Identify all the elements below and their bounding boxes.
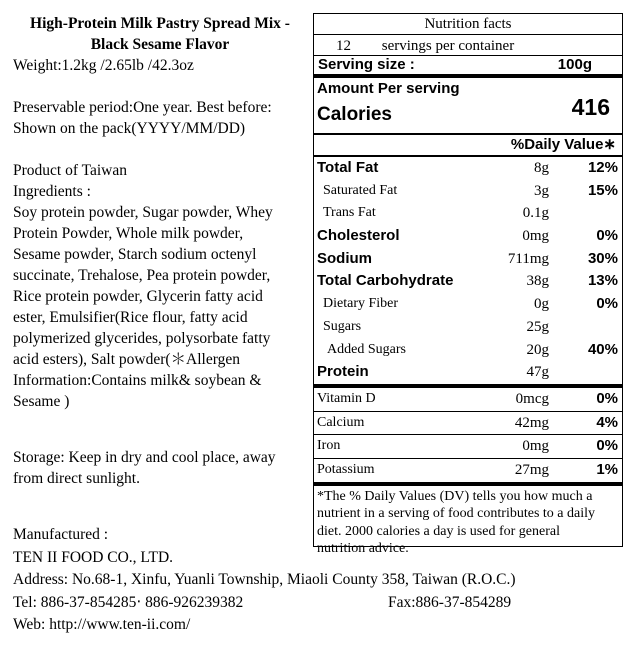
product-title: High-Protein Milk Pastry Spread Mix - Black Sesame Flavor (30, 15, 290, 53)
manufacturer-name: TEN II FOOD CO., LTD. (13, 548, 174, 566)
nutrient-row-dietary-fiber (314, 293, 622, 316)
product-info (13, 13, 313, 489)
nutrient-dv: 4% (596, 413, 618, 431)
nutrient-dv: 12% (587, 159, 618, 176)
nutrient-dv: 0% (596, 227, 618, 245)
nutrient-row-added-sugars (314, 339, 622, 362)
manufacturer-tel: Tel: 886-37-854285‧ 886-926239382 (13, 593, 244, 611)
servings-count: 12 (336, 38, 351, 54)
contact-row (13, 592, 633, 615)
servings-text: servings per container (381, 38, 515, 54)
calories-block (314, 78, 622, 135)
ingredients-label: Ingredients : (13, 183, 91, 200)
nutrient-amount: 0.1g (522, 205, 549, 222)
nutrient-row-cholesterol (314, 225, 622, 248)
nutrient-dv: 30% (587, 249, 618, 267)
nutrient-dv: 40% (587, 340, 618, 358)
manufacturer-address: Address: No.68-1, Xinfu, Yuanli Township, Miaoli County 358, Taiwan (R.O.C.) (13, 571, 516, 588)
nutrient-name: Iron (317, 438, 341, 454)
nutrient-row-total-fat (314, 157, 622, 180)
manufacturer-fax: Fax:886-37-854289 (388, 593, 512, 611)
nutrient-dv: 1% (596, 460, 618, 478)
nutrient-amount: 25g (526, 318, 549, 335)
nutrient-row-vitamin-d (314, 388, 622, 412)
nutrient-row-iron (314, 435, 622, 459)
nutrient-amount: 0mg (522, 228, 549, 245)
nutrient-dv: 0% (596, 389, 618, 407)
nutrition-header: Nutrition facts (314, 14, 622, 35)
nutrient-name: Added Sugars (327, 341, 406, 357)
serving-size (314, 55, 622, 78)
nutrient-amount: 38g (526, 273, 549, 290)
storage: Storage: Keep in dry and cool place, away from direct sunlight. (13, 449, 276, 487)
nutrient-dv: 0% (596, 437, 618, 455)
nutrient-row-total-carbohydrate (314, 270, 622, 293)
preservable-period: Preservable period:One year. Best before: Shown on the pack(YYYY/MM/DD) (13, 99, 272, 137)
amount-per-serving: Amount Per serving (317, 80, 460, 97)
ingredients-text: Soy protein powder, Sugar powder, Whey Protein Powder, Whole milk powder, Sesame powder, Starch sodium octenyl succinate, Trehalose, Pea protein powder, Rice protein powder, Glycerin fatty acid ester, Emulsifier(Rice flour, fatty acid polymerized glycerides, polysorbate fatty acid esters), Salt powder(＊Allergen Information:Contains milk& soybean & Sesame ) (13, 204, 273, 410)
nutrient-name: Sodium (317, 249, 372, 267)
serving-size-value: 100g (557, 56, 592, 73)
weight: Weight:1.2kg /2.65lb /42.3oz (13, 57, 194, 74)
nutrient-row-sodium (314, 248, 622, 271)
nutrient-row-protein (314, 361, 622, 388)
nutrient-name: Saturated Fat (323, 182, 398, 198)
nutrient-amount: 42mg (514, 414, 549, 431)
nutrient-row-trans-fat (314, 202, 622, 225)
nutrient-name: Sugars (323, 318, 362, 334)
servings-per-container (314, 35, 622, 55)
nutrient-amount: 0mg (522, 438, 549, 455)
nutrient-amount: 47g (526, 364, 549, 381)
nutrient-row-sugars (314, 316, 622, 339)
nutrient-name: Trans Fat (323, 205, 376, 221)
nutrient-name: Dietary Fiber (323, 296, 399, 312)
calories-value: 416 (571, 94, 610, 120)
origin: Product of Taiwan (13, 162, 127, 179)
nutrient-name: Total Fat (317, 159, 379, 176)
nutrient-name: Total Carbohydrate (317, 272, 454, 290)
nutrient-name: Calcium (317, 414, 365, 430)
nutrient-dv: 13% (587, 272, 618, 290)
manufacturer-web: Web: http://www.ten-ii.com/ (13, 616, 191, 633)
nutrient-amount: 711mg (507, 250, 549, 267)
daily-value-footnote: *The % Daily Values (DV) tells you how much a nutrient in a serving of food contributes to a daily diet. 2000 calories a day is used for general nutrition advice. (317, 488, 595, 557)
nutrient-dv: 0% (596, 295, 618, 313)
nutrient-name: Vitamin D (317, 390, 376, 406)
nutrient-amount: 3g (534, 182, 549, 199)
nutrition-facts-label (313, 13, 623, 557)
nutrient-amount: 0mcg (515, 390, 549, 407)
serving-size-label: Serving size : (318, 56, 415, 73)
nutrient-name: Cholesterol (317, 227, 400, 245)
nutrient-amount: 0g (534, 296, 549, 313)
daily-value-header: %Daily Value∗ (314, 135, 622, 157)
nutrient-amount: 27mg (514, 461, 549, 478)
nutrient-amount: 8g (534, 160, 549, 176)
nutrient-name: Protein (317, 363, 369, 381)
manufacturer-label: Manufactured : (13, 526, 109, 543)
nutrient-dv: 15% (587, 181, 618, 199)
calories-label: Calories (317, 104, 392, 125)
nutrient-row-saturated-fat (314, 180, 622, 203)
nutrient-row-calcium (314, 412, 622, 436)
nutrient-row-potassium (314, 459, 622, 486)
nutrient-amount: 20g (526, 341, 549, 358)
nutrient-name: Potassium (317, 461, 375, 477)
